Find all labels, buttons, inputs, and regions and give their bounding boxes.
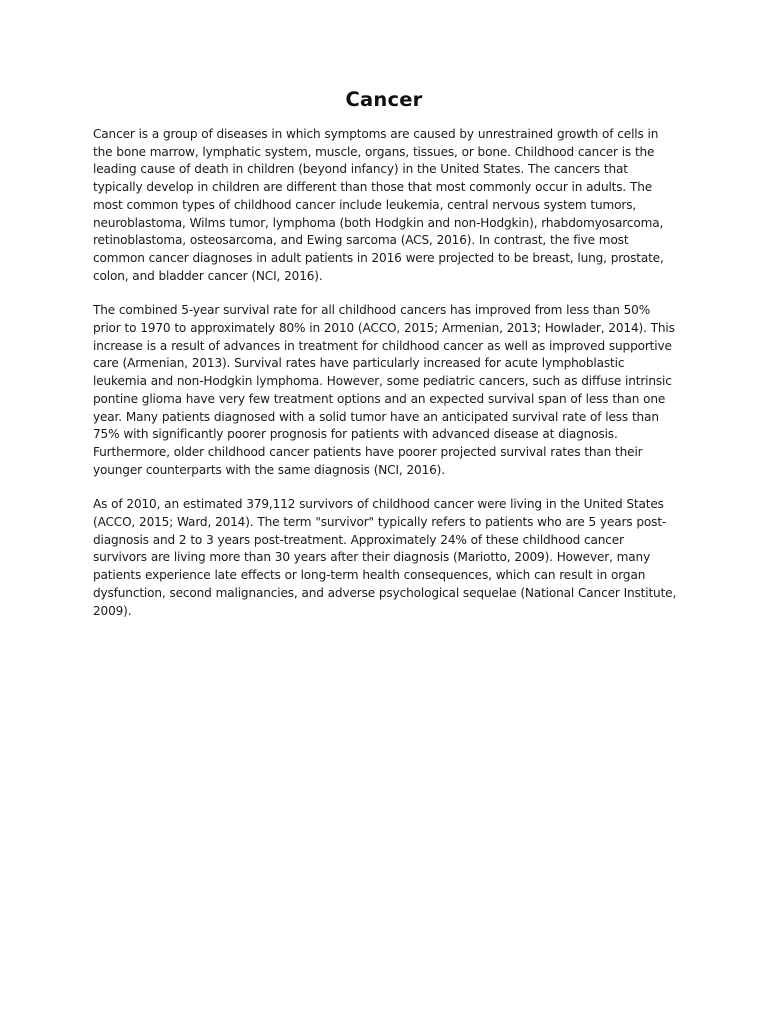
page-title: Cancer <box>345 88 423 111</box>
document-body <box>93 126 678 637</box>
paragraph-intro: Cancer is a group of diseases in which symptoms are caused by unrestrained growth of cells in the bone marrow, lymphatic system, muscle, organs, tissues, or bone. Childhood cancer is the leading cause of death in children (beyond infancy) in the United States. The cancers that typically develop in children are different than those that most commonly occur in adults. The most common types of childhood cancer include leukemia, central nervous system tumors, neuroblastoma, Wilms tumor, lymphoma (both Hodgkin and non-Hodgkin), rhabdomyosarcoma, retinoblastoma, osteosarcoma, and Ewing sarcoma (ACS, 2016). In contrast, the five most common cancer diagnoses in adult patients in 2016 were projected to be breast, lung, prostate, colon, and bladder cancer (NCI, 2016). <box>93 127 664 283</box>
paragraph-survival-rates: The combined 5-year survival rate for all childhood cancers has improved from less than 50% prior to 1970 to approximately 80% in 2010 (ACCO, 2015; Armenian, 2013; Howlader, 2014). This increase is a result of advances in treatment for childhood cancer as well as improved supportive care (Armenian, 2013). Survival rates have particularly increased for acute lymphoblastic leukemia and non-Hodgkin lymphoma. However, some pediatric cancers, such as diffuse intrinsic pontine glioma have very few treatment options and an expected survival span of less than one year. Many patients diagnosed with a solid tumor have an anticipated survival rate of less than 75% with significantly poorer prognosis for patients with advanced disease at diagnosis. Furthermore, older childhood cancer patients have poorer projected survival rates than their younger counterparts with the same diagnosis (NCI, 2016). <box>93 303 675 477</box>
paragraph-survivors: As of 2010, an estimated 379,112 survivors of childhood cancer were living in the United States (ACCO, 2015; Ward, 2014). The term "survivor" typically refers to patients who are 5 years post-diagnosis and 2 to 3 years post-treatment. Approximately 24% of these childhood cancer survivors are living more than 30 years after their diagnosis (Mariotto, 2009). However, many patients experience late effects or long-term health consequences, which can result in organ dysfunction, second malignancies, and adverse psychological sequelae (National Cancer Institute, 2009). <box>93 497 677 618</box>
